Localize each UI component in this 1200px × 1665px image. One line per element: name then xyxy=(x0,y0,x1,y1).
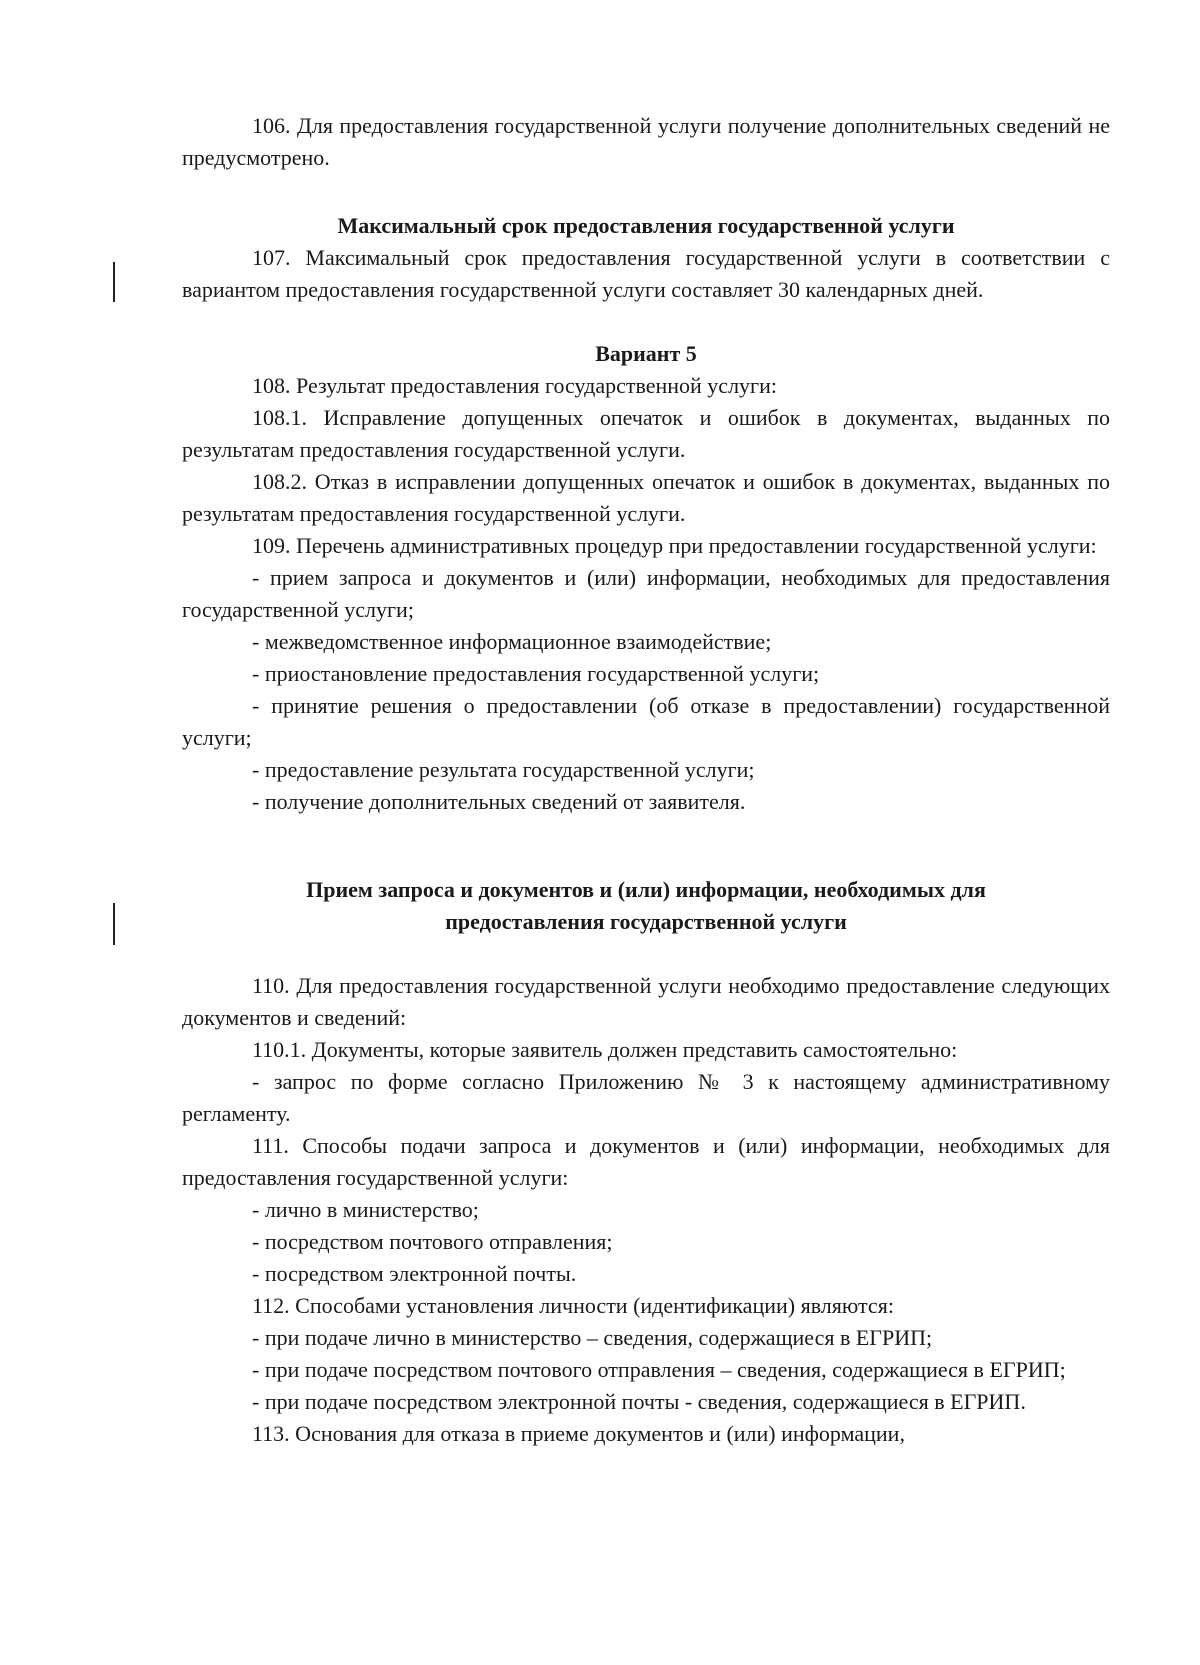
list-item: - при подаче посредством почтового отправления – сведения, содержащиеся в ЕГРИП; xyxy=(252,1357,1066,1382)
section-106 xyxy=(182,110,1110,174)
list-item: - посредством электронной почты. xyxy=(252,1261,577,1286)
paragraph-108-2: 108.2. Отказ в исправлении допущенных опечаток и ошибок в документах, выданных по результатам предоставления государственной услуги. xyxy=(182,469,1110,526)
paragraph-111: 111. Способы подачи запроса и документов и (или) информации, необходимых для предоставления государственной услуги: xyxy=(182,1133,1110,1190)
revision-mark xyxy=(113,262,115,302)
section-107 xyxy=(182,210,1110,306)
heading-max-term: Максимальный срок предоставления государственной услуги xyxy=(337,213,955,238)
paragraph-109: 109. Перечень административных процедур при предоставлении государственной услуги: xyxy=(252,533,1097,558)
list-item: - посредством почтового отправления; xyxy=(252,1229,613,1254)
paragraph-108-1: 108.1. Исправление допущенных опечаток и ошибок в документах, выданных по результатам предоставления государственной услуги. xyxy=(182,405,1110,462)
heading-intake-line-2: предоставления государственной услуги xyxy=(445,909,847,934)
paragraph-106: 106. Для предоставления государственной услуги получение дополнительных сведений не предусмотрено. xyxy=(182,113,1110,170)
heading-intake-line-1: Прием запроса и документов и (или) информации, необходимых для xyxy=(306,877,986,902)
paragraph-113: 113. Основания для отказа в приеме документов и (или) информации, xyxy=(252,1421,905,1446)
section-110-113 xyxy=(182,970,1110,1450)
paragraph-110-1: 110.1. Документы, которые заявитель должен представить самостоятельно: xyxy=(252,1037,958,1062)
paragraph-110-1-item: - запрос по форме согласно Приложению № 3 к настоящему административному регламенту. xyxy=(182,1069,1110,1126)
list-item: - при подаче посредством электронной почты - сведения, содержащиеся в ЕГРИП. xyxy=(252,1389,1026,1414)
list-item: - получение дополнительных сведений от заявителя. xyxy=(252,789,746,814)
list-item: - предоставление результата государственной услуги; xyxy=(252,757,755,782)
paragraph-108: 108. Результат предоставления государственной услуги: xyxy=(252,373,777,398)
paragraph-110: 110. Для предоставления государственной услуги необходимо предоставление следующих документов и сведений: xyxy=(182,973,1110,1030)
revision-mark xyxy=(113,903,115,945)
section-intake xyxy=(182,874,1110,938)
list-item: - прием запроса и документов и (или) информации, необходимых для предоставления государственной услуги; xyxy=(182,565,1110,622)
list-item: - межведомственное информационное взаимодействие; xyxy=(252,629,772,654)
paragraph-112: 112. Способами установления личности (идентификации) являются: xyxy=(252,1293,894,1318)
paragraph-107: 107. Максимальный срок предоставления государственной услуги в соответствии с вариантом предоставления государственной услуги составляет 30 календарных дней. xyxy=(182,245,1110,302)
list-item: - лично в министерство; xyxy=(252,1197,479,1222)
list-item: - принятие решения о предоставлении (об отказе в предоставлении) государственной услуги; xyxy=(182,693,1110,750)
list-item: - при подаче лично в министерство – сведения, содержащиеся в ЕГРИП; xyxy=(252,1325,933,1350)
section-variant-5 xyxy=(182,338,1110,818)
list-item: - приостановление предоставления государственной услуги; xyxy=(252,661,820,686)
heading-variant: Вариант 5 xyxy=(595,341,697,366)
